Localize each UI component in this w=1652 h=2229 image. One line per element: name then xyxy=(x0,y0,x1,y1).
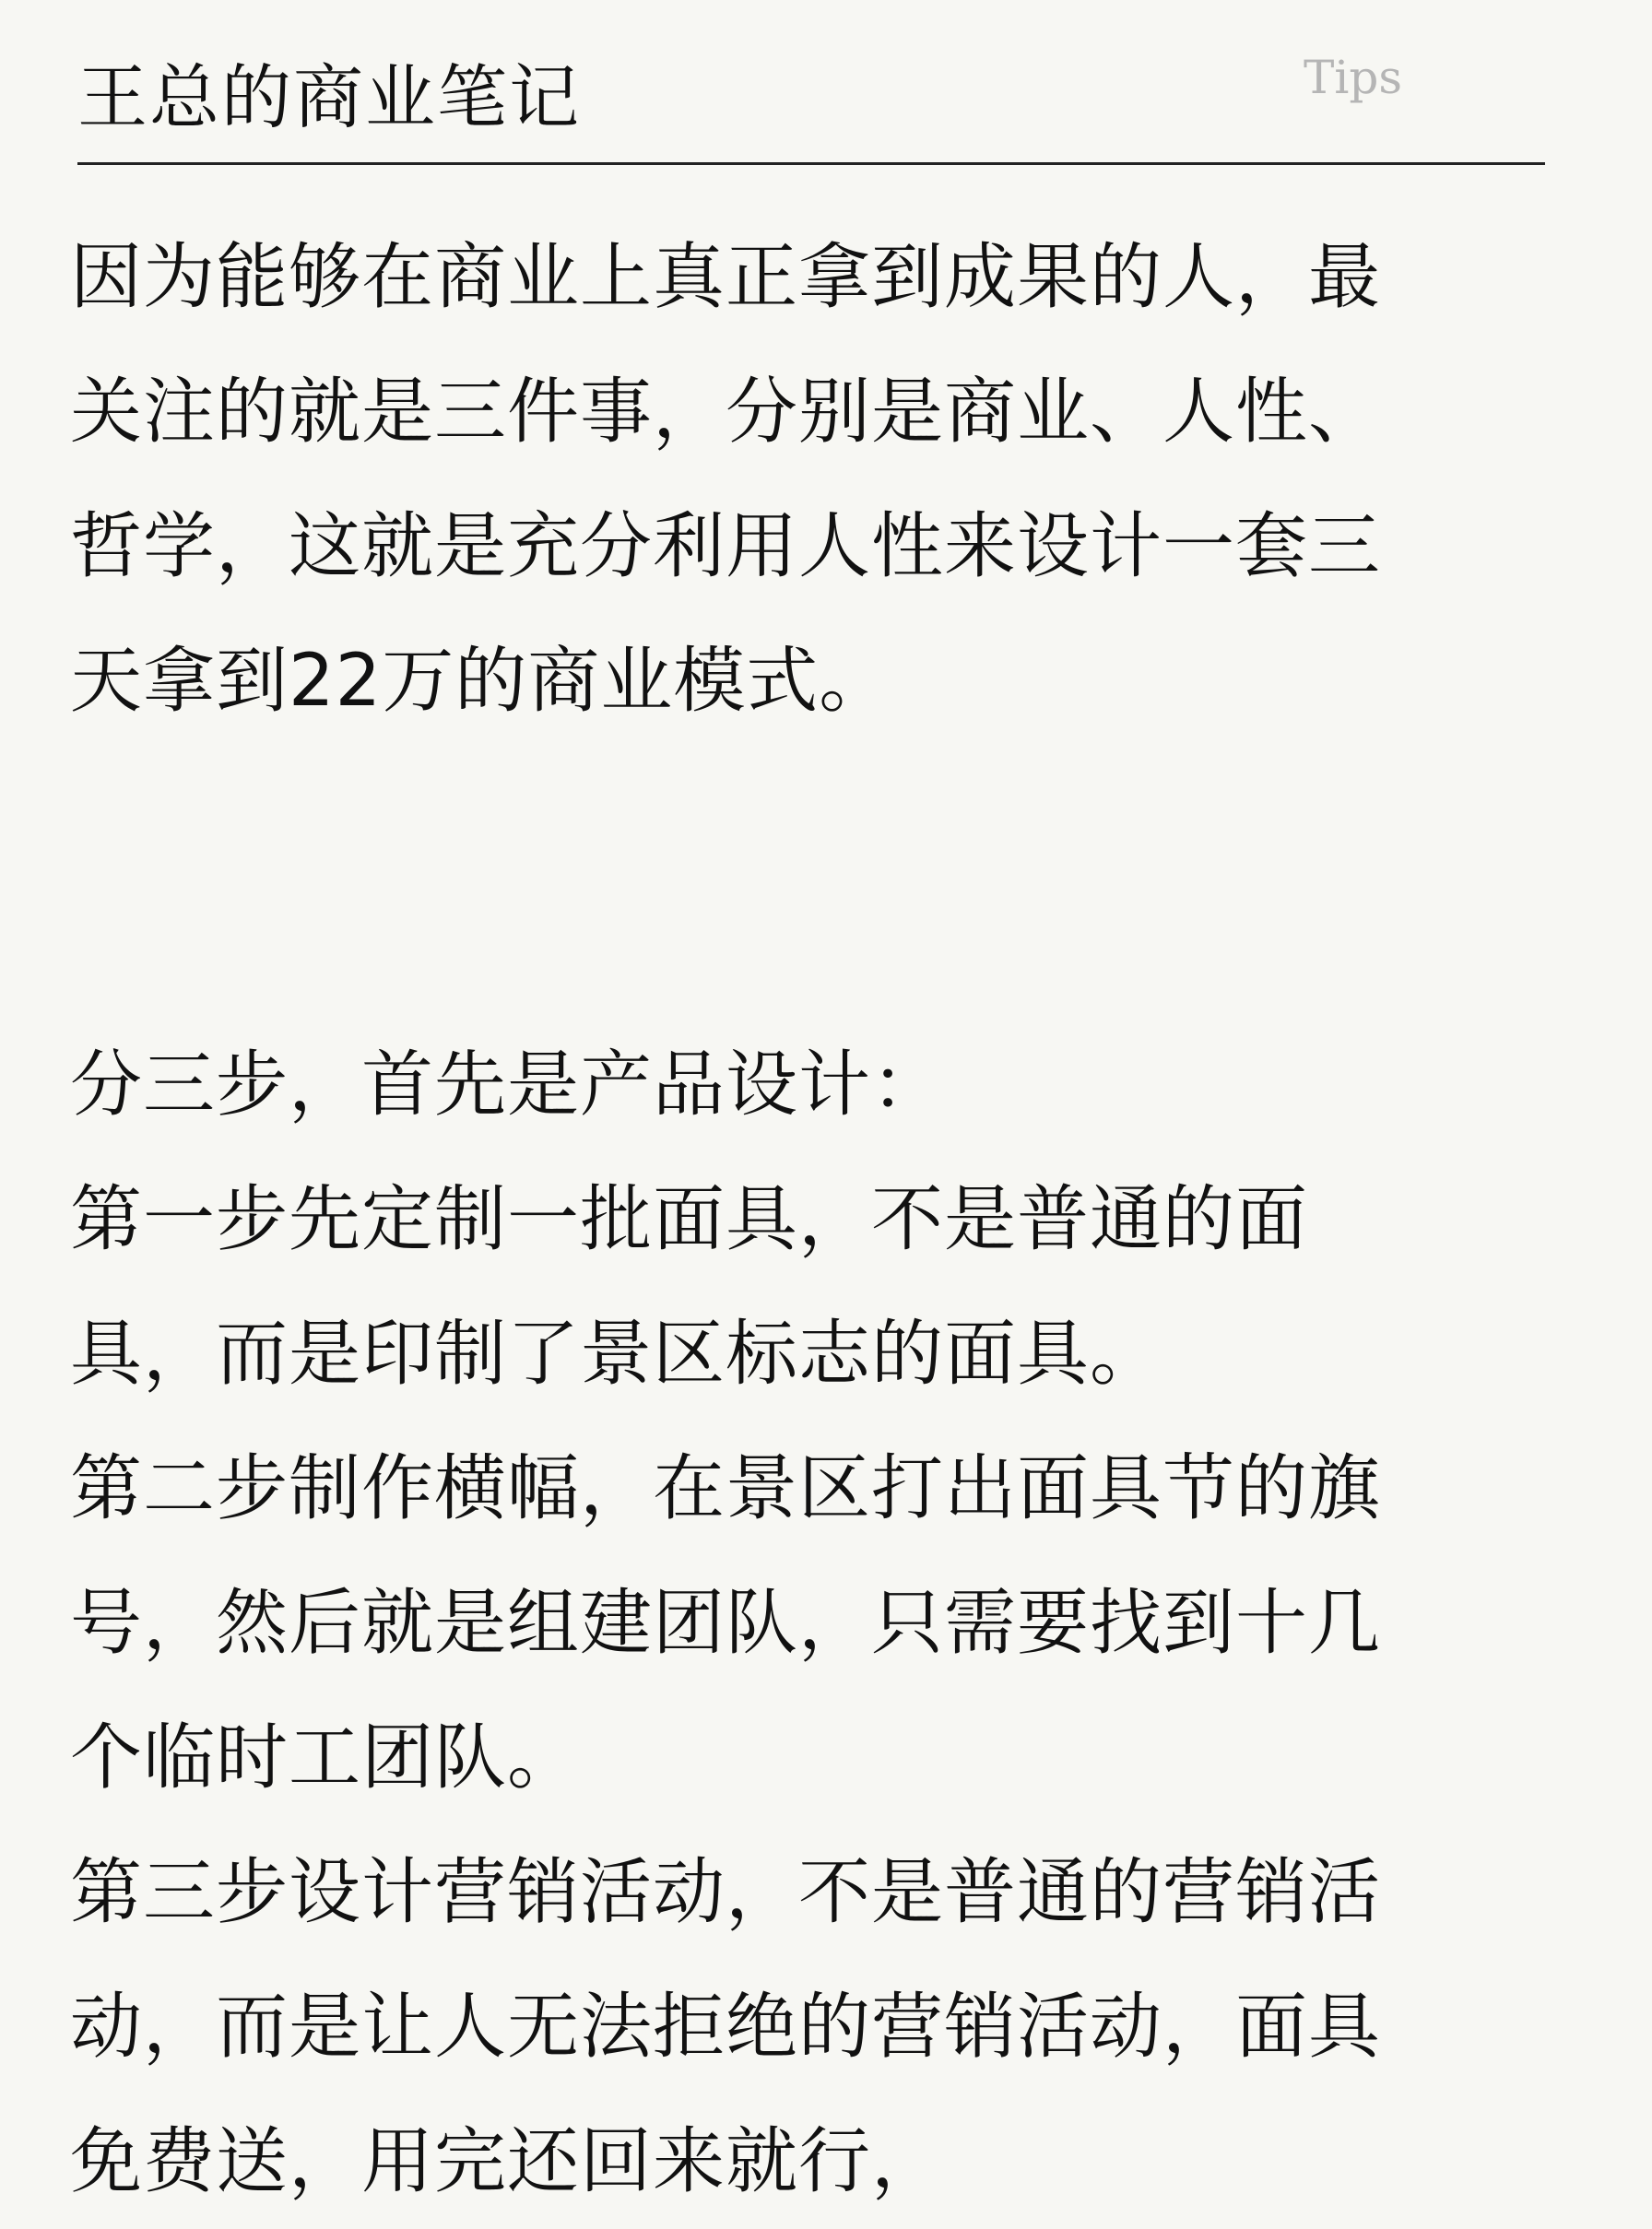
step-line: 号，然后就是组建团队，只需要找到十几 xyxy=(70,1582,1382,1665)
header-divider xyxy=(77,162,1545,165)
page-title: 王总的商业笔记 xyxy=(77,56,581,138)
step-line: 个临时工团队。 xyxy=(70,1716,581,1799)
step-line: 免费送，用完还回来就行， xyxy=(70,2120,945,2203)
paragraph-gap xyxy=(70,749,1564,1018)
tips-label: Tips xyxy=(1304,51,1403,104)
note-header xyxy=(77,37,1545,166)
step-line: 具，而是印制了景区标志的面具。 xyxy=(70,1313,1163,1396)
step-line: 第二步制作横幅，在景区打出面具节的旗 xyxy=(70,1447,1382,1530)
steps-heading: 分三步，首先是产品设计： xyxy=(70,1044,945,1126)
intro-line: 关注的就是三件事，分别是商业、人性、 xyxy=(70,371,1382,454)
intro-line: 天拿到22万的商业模式。 xyxy=(70,640,892,723)
intro-line: 哲学，这就是充分利用人性来设计一套三 xyxy=(70,505,1382,588)
step-line: 动，而是让人无法拒绝的营销活动，面具 xyxy=(70,1986,1382,2069)
intro-line: 因为能够在商业上真正拿到成果的人，最 xyxy=(70,236,1382,319)
article-body xyxy=(70,210,1564,2229)
step-line: 第三步设计营销活动，不是普通的营销活 xyxy=(70,1851,1382,1934)
step-line: 第一步先定制一批面具，不是普通的面 xyxy=(70,1178,1309,1261)
